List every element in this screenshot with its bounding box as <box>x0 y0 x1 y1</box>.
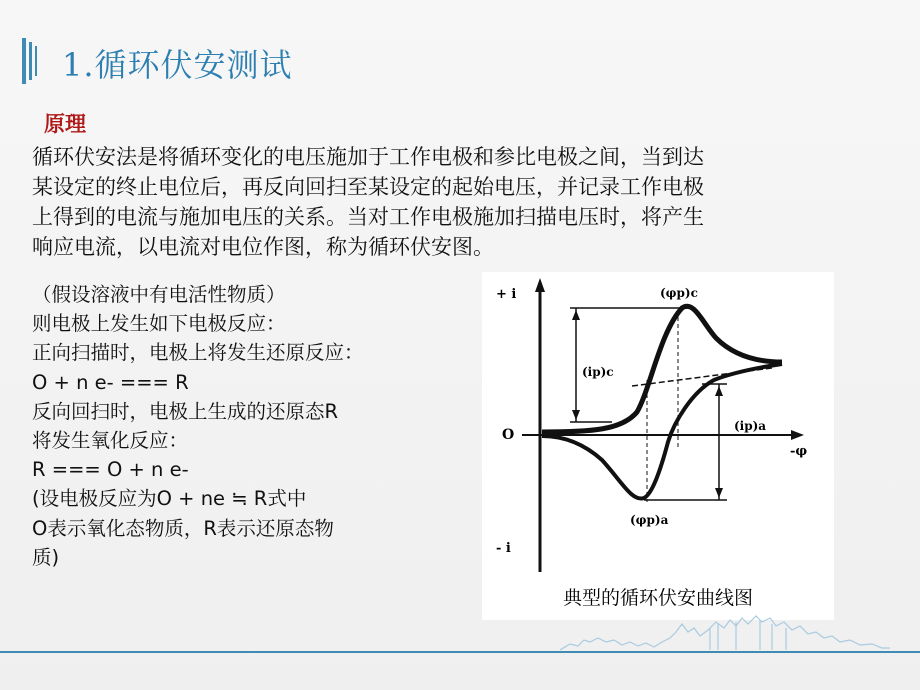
ip-c-arrowhead-top <box>572 310 580 320</box>
skyline-decoration <box>560 612 890 654</box>
origin-label: O <box>502 427 515 443</box>
reaction-line: (设电极反应为O + ne ≒ R式中 <box>32 487 307 511</box>
reaction-line: O表示氧化态物质，R表示还原态物 <box>32 516 334 540</box>
peak-c-label: (φp)c <box>660 286 698 300</box>
y-top-label: + i <box>496 287 517 302</box>
reaction-line: R === O + n e- <box>32 458 189 482</box>
paragraph-line: 循环伏安法是将循环变化的电压施加于工作电极和参比电极之间，当到达 <box>32 145 704 169</box>
reaction-line: 正向扫描时，电极上将发生还原反应： <box>32 341 364 365</box>
reaction-line: O + n e- === R <box>32 370 189 394</box>
reaction-line: 将发生氧化反应： <box>32 429 189 453</box>
ip-a-label: (ip)a <box>734 419 767 433</box>
paragraph-line: 响应电流，以电流对电位作图，称为循环伏安图。 <box>32 235 494 259</box>
footer-divider <box>0 651 920 653</box>
reaction-line: 则电极上发生如下电极反应： <box>32 312 286 336</box>
x-axis-arrow <box>791 430 804 440</box>
reaction-line: 反向回扫时，电极上生成的还原态R <box>32 399 339 423</box>
peak-a-label: (φp)a <box>630 513 669 527</box>
title-accent-bar <box>35 46 37 76</box>
title-accent-bar <box>29 42 32 80</box>
section-heading: 原理 <box>44 111 86 136</box>
cyclic-voltammogram-figure <box>482 272 834 620</box>
reaction-description <box>32 280 462 572</box>
reaction-line: （假设溶液中有电活性物质） <box>32 283 286 306</box>
figure-caption: 典型的循环伏安曲线图 <box>562 587 754 609</box>
ip-a-arrowhead-bottom <box>715 488 723 498</box>
voltammogram-svg <box>482 272 834 620</box>
ip-c-label: (ip)c <box>582 365 614 379</box>
title-accent-bar <box>22 38 26 84</box>
principle-paragraph <box>32 142 862 262</box>
title-bar <box>22 38 622 84</box>
y-bottom-label: - i <box>496 541 511 556</box>
ip-a-arrowhead-top <box>715 386 723 396</box>
paragraph-line: 某设定的终止电位后，再反向回扫至某设定的起始电压，并记录工作电极 <box>32 175 704 199</box>
paragraph-line: 上得到的电流与施加电压的关系。当对工作电极施加扫描电压时，将产生 <box>32 205 704 229</box>
x-axis-label: -φ <box>790 444 808 459</box>
y-axis-arrow <box>535 278 545 292</box>
slide-title: 1.循环伏安测试 <box>62 46 293 84</box>
reaction-line: 质) <box>32 545 60 569</box>
ip-c-arrowhead-bottom <box>572 410 580 420</box>
